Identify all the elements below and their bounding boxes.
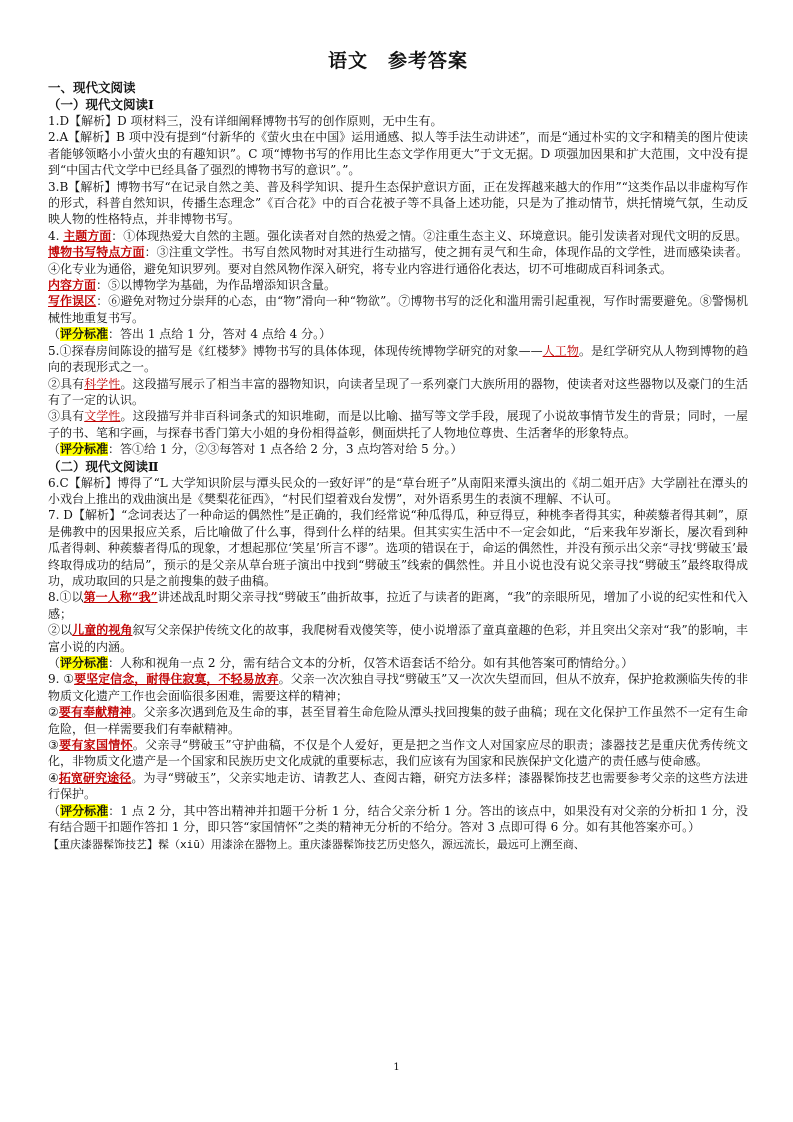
page-title: 语文 参考答案 <box>327 50 468 72</box>
answer-q4-content: 内容方面：⑤以博物学为基础，为作品增添知识含量。 <box>48 278 337 293</box>
score-label: 评分标准 <box>60 442 109 457</box>
answer-q4-features: 博物书写特点方面：③注重文学性。书写自然风物时对其进行生动描写，使之拥有灵气和生命，体现作品的文学性，进而感染读者。④化专业为通俗，避免知识罗列。要对自然风物作深入研究，将专业内容进行通俗化表达，切不可堆砌成百科词条式。 <box>48 245 748 276</box>
keyword: 博物书写特点方面 <box>48 245 145 260</box>
answer-q2: 2.A【解析】B 项中没有提到“付新华的《萤火虫在中国》运用通感、拟人等手法生动讲述”，而是“通过朴实的文字和精美的图片使读者能够领略小小萤火虫的有趣知识”。C 项“博物书写的作用比生态文学作用更大”于文无据。D 项强加因果和扩大范围，文中没有提到“中国古代文学中已经具备了强烈的博物书写的意识”。”。 <box>48 130 748 178</box>
score-q4: （评分标准：答出 1 点给 1 分，答对 4 点给 4 分。） <box>48 327 332 342</box>
footnote: 【重庆漆器髹饰技艺】髹（xiū）用漆涂在器物上。重庆漆器髹饰技艺历史悠久，源远流长，最远可上溯至商、 <box>48 838 585 852</box>
answer-q8-2: ②以儿童的视角叙写父亲保护传统文化的故事，我爬树看戏傻笑等，使小说增添了童真童趣的色彩，并且突出父亲对“我”的影响，丰富小说的内涵。 <box>48 623 748 654</box>
keyword: 内容方面 <box>48 278 97 293</box>
answer-q3: 3.B【解析】博物书写“在记录自然之美、普及科学知识、提升生态保护意识方面，正在发挥越来越大的作用”“这类作品以非虚构写作的形式，科普自然知识，传播生态理念”《百合花》中的百合花被子等不具备上述功能，只是为了推动情节，烘托情境气氛，生动反映人物的性格特点，并非博物书写。 <box>48 179 748 227</box>
answer-q9-1: 9. ①要坚定信念，耐得住寂寞，不轻易放弃。父亲一次次独自寻找“劈破玉”又一次次失望而回，但从不放弃，保护抢救濒临失传的非物质文化遗产工作也会面临很多困难，需要这样的精神； <box>48 672 748 703</box>
answer-q5-1: 5.①探春房间陈设的描写是《红楼梦》博物书写的具体体现，体现传统博物学研究的对象——人工物。是红学研究从人物到博物的趋向的表现形式之一。 <box>48 343 748 375</box>
keyword: 科学性 <box>84 376 121 391</box>
answer-q6: 6.C【解析】博得了“L 大学知识阶层与潭头民众的一致好评”的是“草台班子”从南阳来潭头演出的《胡二姐开店》大学剧社在潭头的小戏台上推出的戏曲演出是《樊梨花征西》，“村民们望着戏台发愣”，对外语系男生的表演不理解、不认可。 <box>48 475 748 506</box>
keyword: 主题方面 <box>63 228 112 243</box>
keyword: 人工物 <box>542 343 579 358</box>
section-heading-1: 一、现代文阅读 <box>48 80 136 95</box>
answer-q9-3: ③要有家国情怀。父亲寻“劈破玉”守护曲稿，不仅是个人爱好，更是把之当作文人对国家应尽的职责；漆器技艺是重庆优秀传统文化，非物质文化遗产是一个国家和民族历史文化成就的重要标志，我们应该有为国家和民族保护文化遗产的责任感与使命感。 <box>48 738 748 769</box>
keyword: 要坚定信念，耐得住寂寞，不轻易放弃 <box>74 672 279 687</box>
score-label: 评分标准 <box>60 327 109 342</box>
score-q9: （评分标准：1 点 2 分，其中答出精神并扣题干分析 1 分，结合父亲分析 1 分。答出的该点中，如果没有对父亲的分析扣 1 分，没有结合题干扣题作答扣 1 分，即只答“家国情怀”之类的精神无分析的不给分。答对 3 点即可得 6 分。如有其他答案亦可。） <box>48 803 748 835</box>
keyword: 儿童的视角 <box>72 623 133 638</box>
score-label: 评分标准 <box>60 656 109 670</box>
score-q5: （评分标准：答①给 1 分，②③每答对 1 点各给 2 分，3 点均答对给 5 分。） <box>48 442 463 457</box>
subsection-heading-1: （一）现代文阅读Ⅰ <box>48 97 154 112</box>
answer-q1: 1.D【解析】D 项材料三，没有详细阐释博物书写的创作原则，无中生有。 <box>48 114 443 128</box>
score-q8: （评分标准：人称和视角一点 2 分，需有结合文本的分析，仅答术语套话不给分。如有其他答案可酌情给分。） <box>48 656 634 670</box>
answer-sheet <box>48 46 748 852</box>
page-number: 1 <box>393 1062 400 1073</box>
score-label: 评分标准 <box>60 803 109 818</box>
keyword: 拓宽研究途径 <box>58 770 132 785</box>
answer-q5-2: ②具有科学性。这段描写展示了相当丰富的器物知识，向读者呈现了一系列豪门大族所用的器物，使读者对这些器物以及豪门的生活有了一定的认识。 <box>48 376 748 407</box>
keyword: 文学性 <box>84 409 121 424</box>
answer-q4-pitfalls: 写作误区：⑥避免对物过分崇拜的心态，由“物”滑向一种“物欲”。⑦博物书写的泛化和滥用需引起重视，写作时需要避免。⑧警惕机械性地重复书写。 <box>48 294 748 325</box>
keyword: 要有奉献精神 <box>58 705 132 720</box>
answer-q9-4: ④拓宽研究途径。为寻“劈破玉”，父亲实地走访、请教艺人、查阅古籍，研究方法多样；漆器髹饰技艺也需要参考父亲的这些方法进行保护。 <box>48 770 748 802</box>
answer-q9-2: ②要有奉献精神。父亲多次遇到危及生命的事，甚至冒着生命危险从潭头找回搜集的鼓子曲稿；现在文化保护工作虽然不一定有生命危险，但一样需要我们有奉献精神。 <box>48 705 748 736</box>
keyword: 第一人称“我” <box>83 590 158 605</box>
answer-q8-1: 8.①以第一人称“我”讲述战乱时期父亲寻找“劈破玉”曲折故事，拉近了与读者的距离，“我”的亲眼所见，增加了小说的纪实性和代入感； <box>48 590 748 621</box>
answer-q7: 7. D【解析】“念词表达了一种命运的偶然性”是正确的，我们经常说“种瓜得瓜，种豆得豆，种桃李者得其实，种蒺藜者得其刺”，原是佛教中的因果报应关系，后比喻做了什么事，得到什么样的结果。但其实实生活中不一定会如此，“后来我年岁渐长，屡次看到种瓜者得刺、种蒺藜者得瓜的现象，才想起那位‘笑星’所言不谬”。选项的错误在于，命运的偶然性，并没有预示出父亲“寻找‘劈破玉’最终取得成功的结局”，预示的是父亲从草台班子演出中找到“劈破玉”线索的偶然性。并且小说也没有说父亲寻找“劈破玉”最终取得成功，成功取回的只是之前搜集的鼓子曲稿。 <box>48 508 748 588</box>
keyword: 要有家国情怀 <box>59 738 133 753</box>
answer-q5-3: ③具有文学性。这段描写并非百科词条式的知识堆砌，而是以比喻、描写等文学手段，展现了小说故事情节发生的背景；同时，一屋子的书、笔和字画，与探春书香门第大小姐的身份相得益彰，侧面烘托了人物地位尊贵、生活奢华的形象特点。 <box>48 409 748 440</box>
subsection-heading-2: （二）现代文阅读Ⅱ <box>48 458 159 474</box>
answer-q4-theme: 4. 主题方面：①体现热爱大自然的主题。强化读者对自然的热爱之情。②注重生态主义、环境意识。能引发读者对现代文明的反思。 <box>48 228 748 243</box>
keyword: 写作误区 <box>48 294 97 309</box>
